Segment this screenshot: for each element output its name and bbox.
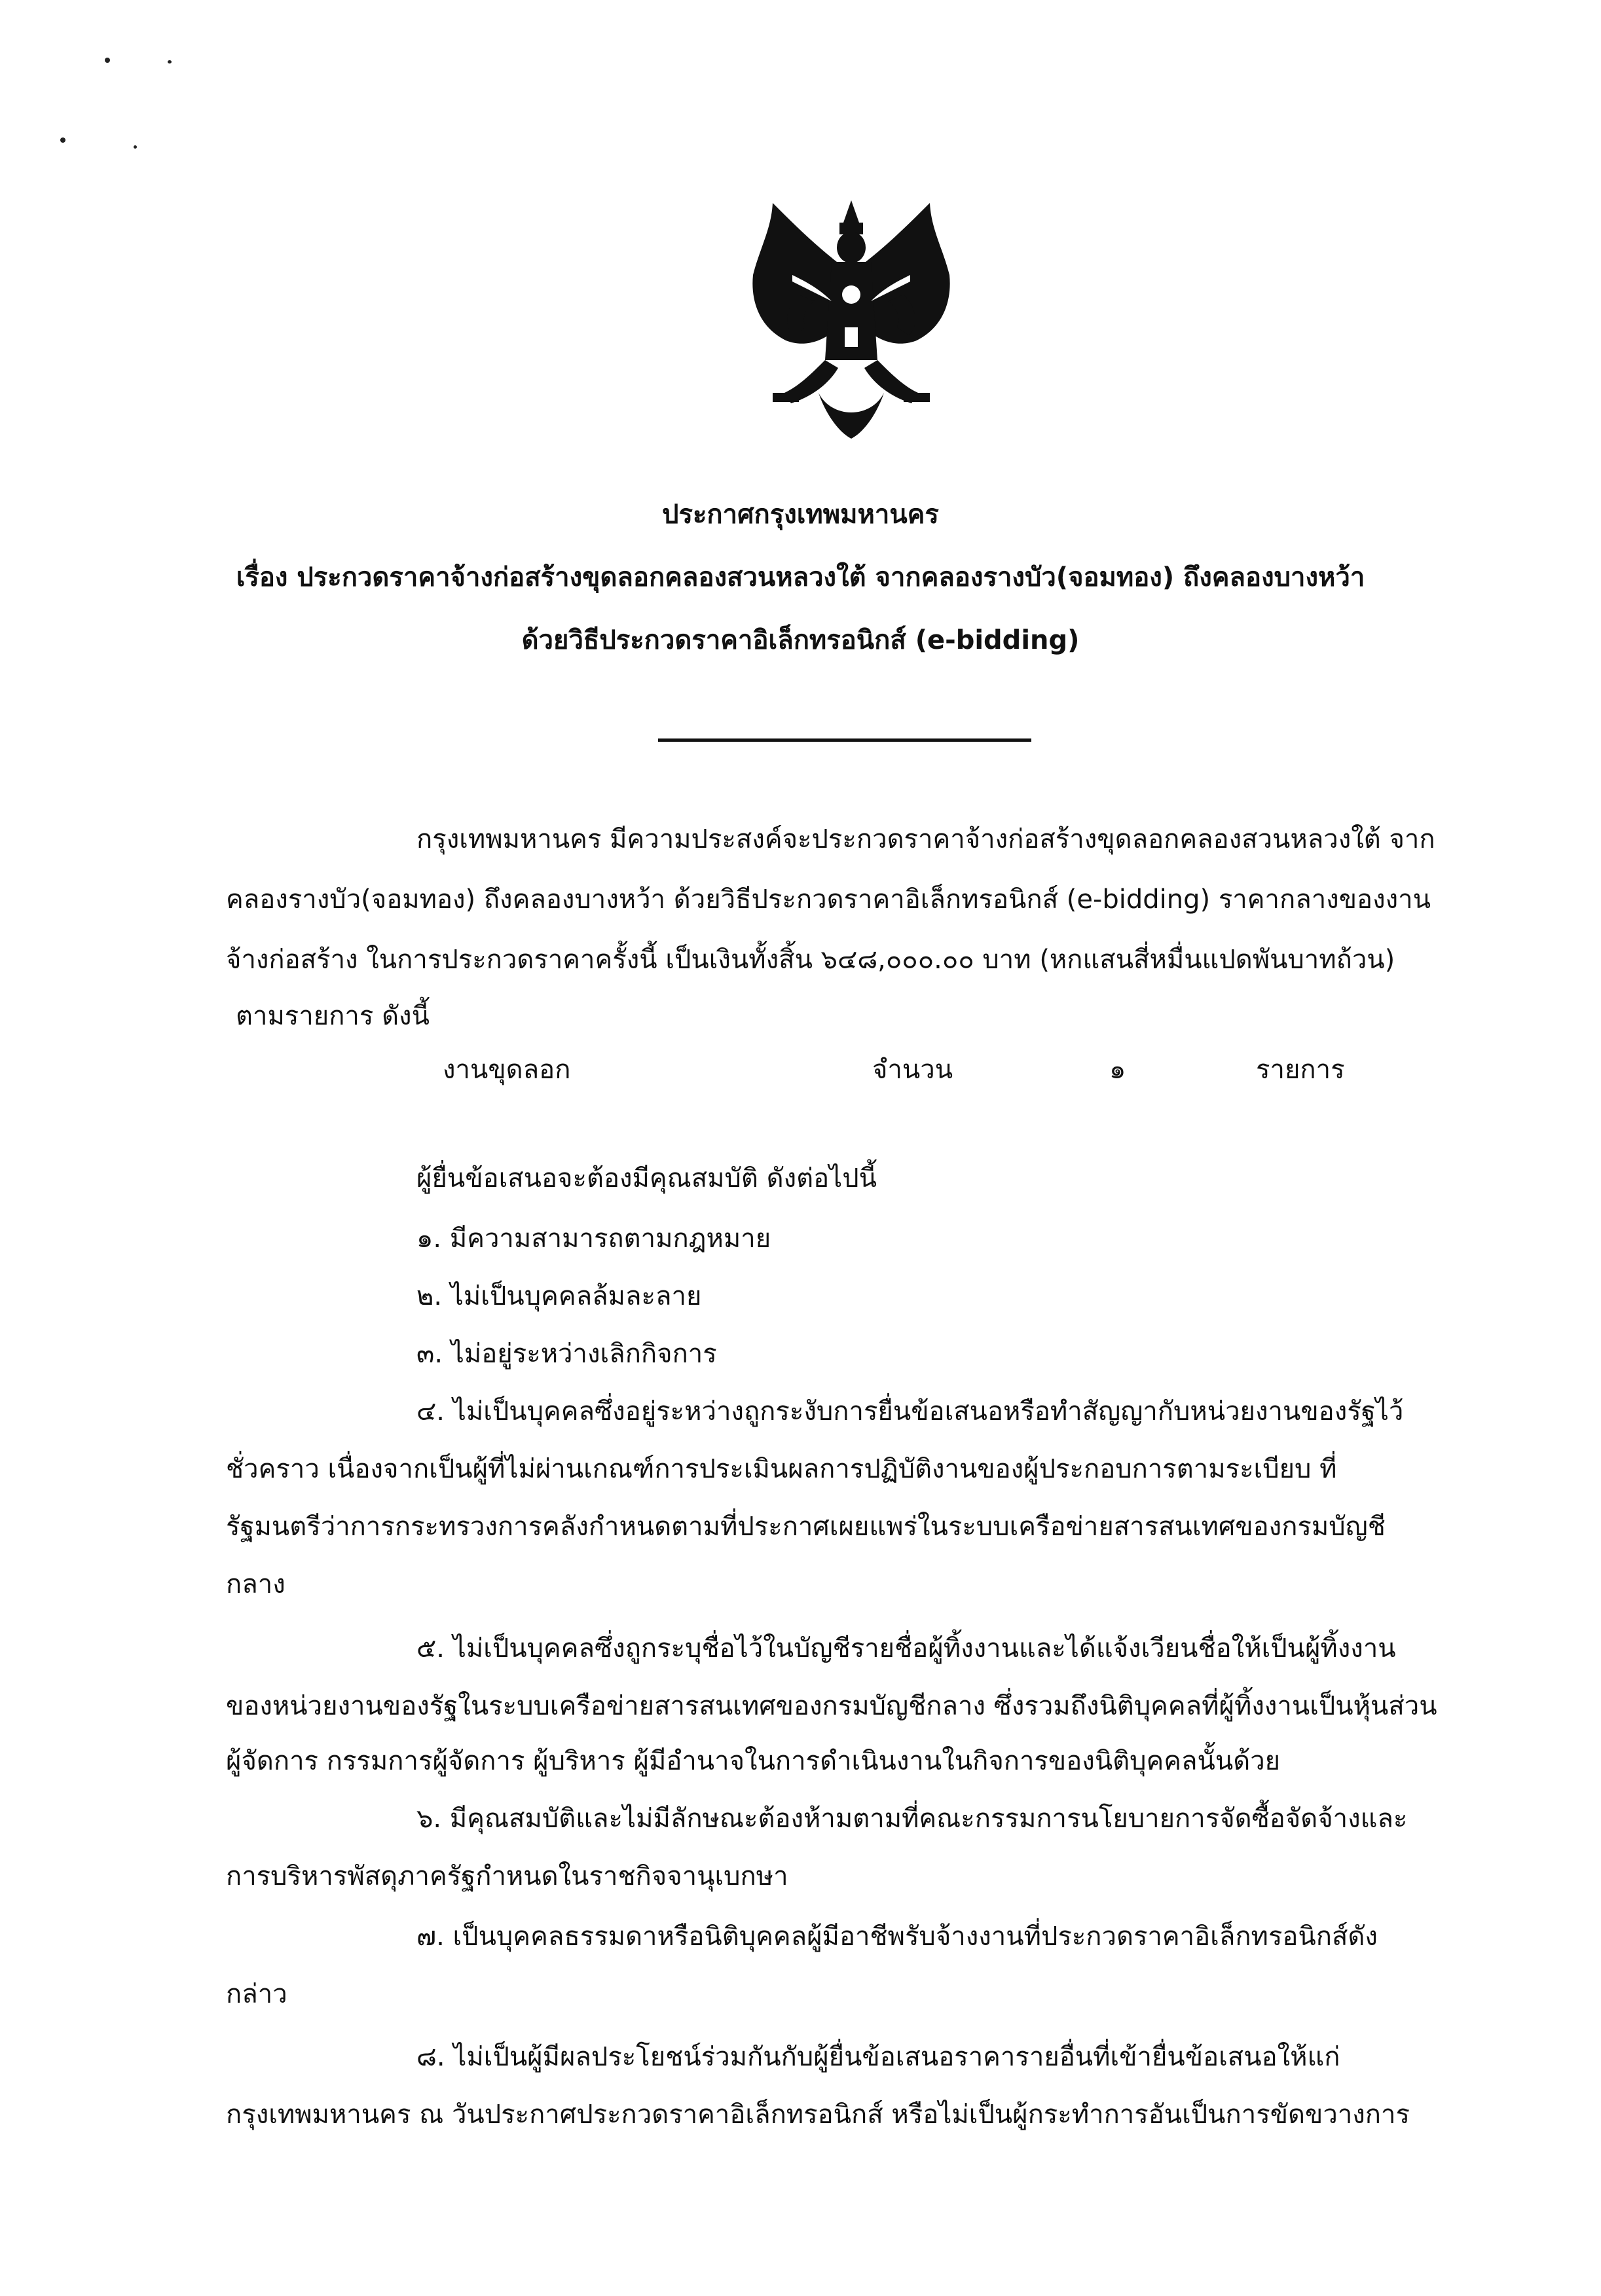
item-name: งานขุดลอก xyxy=(443,1055,571,1085)
qualifications-intro: ผู้ยื่นข้อเสนอจะต้องมีคุณสมบัติ ดังต่อไปนี้ xyxy=(416,1163,877,1194)
qualification-item: ๖. มีคุณสมบัติและไม่มีลักษณะต้องห้ามตามที่คณะกรรมการนโยบายการจัดซื้อจัดจ้างและ xyxy=(416,1804,1408,1834)
qualification-item: รัฐมนตรีว่าการกระทรวงการคลังกำหนดตามที่ประกาศเผยแพร่ในระบบเครือข่ายสารสนเทศของกรมบัญชี xyxy=(226,1512,1386,1542)
item-qty: ๑ xyxy=(1109,1055,1126,1085)
intro-line: ตามรายการ ดังนี้ xyxy=(236,1001,430,1031)
qualification-item: ๑. มีความสามารถตามกฎหมาย xyxy=(416,1224,771,1254)
qualification-item: ๗. เป็นบุคคลธรรมดาหรือนิติบุคคลผู้มีอาชีพรับจ้างงานที่ประกวดราคาอิเล็กทรอนิกส์ดัง xyxy=(416,1922,1378,1952)
intro-line: คลองรางบัว(จอมทอง) ถึงคลองบางหว้า ด้วยวิธีประกวดราคาอิเล็กทรอนิกส์ (e-bidding) ราคากลางของงาน xyxy=(226,884,1431,915)
scan-speck xyxy=(168,60,172,64)
intro-line: กรุงเทพมหานคร มีความประสงค์จะประกวดราคาจ้างก่อสร้างขุดลอกคลองสวนหลวงใต้ จาก xyxy=(416,824,1435,854)
announcement-heading: ประกาศกรุงเทพมหานคร xyxy=(662,500,939,530)
qualification-item: ๘. ไม่เป็นผู้มีผลประโยชน์ร่วมกันกับผู้ยื่นข้อเสนอราคารายอื่นที่เข้ายื่นข้อเสนอให้แก่ xyxy=(416,2042,1340,2072)
announcement-subject: เรื่อง ประกวดราคาจ้างก่อสร้างขุดลอกคลองสวนหลวงใต้ จากคลองรางบัว(จอมทอง) ถึงคลองบางหว้า xyxy=(236,562,1365,592)
garuda-emblem xyxy=(733,196,969,445)
qualification-item: ๓. ไม่อยู่ระหว่างเลิกกิจการ xyxy=(416,1339,717,1369)
qualification-item: ๕. ไม่เป็นบุคคลซึ่งถูกระบุชื่อไว้ในบัญชีรายชื่อผู้ทิ้งงานและได้แจ้งเวียนชื่อให้เป็นผู้ทิ้งงาน xyxy=(416,1633,1396,1664)
scan-speck xyxy=(134,145,137,149)
qualification-item: ๒. ไม่เป็นบุคคลล้มละลาย xyxy=(416,1281,702,1311)
scan-speck xyxy=(60,137,65,143)
qualification-item: ชั่วคราว เนื่องจากเป็นผู้ที่ไม่ผ่านเกณฑ์การประเมินผลการปฏิบัติงานของผู้ประกอบการตามระเบียบ ที่ xyxy=(226,1454,1337,1484)
qualification-item: ๔. ไม่เป็นบุคคลซึ่งอยู่ระหว่างถูกระงับการยื่นข้อเสนอหรือทำสัญญากับหน่วยงานของรัฐไว้ xyxy=(416,1396,1404,1427)
qualification-item: ของหน่วยงานของรัฐในระบบเครือข่ายสารสนเทศของกรมบัญชีกลาง ซึ่งรวมถึงนิติบุคคลที่ผู้ทิ้งงานเป็นหุ้นส่วน xyxy=(226,1691,1437,1721)
item-qty-label: จำนวน xyxy=(872,1055,953,1085)
qualification-item: กล่าว xyxy=(226,1979,287,2009)
qualification-item: การบริหารพัสดุภาครัฐกำหนดในราชกิจจานุเบกษา xyxy=(226,1861,788,1891)
qualification-item: ผู้จัดการ กรรมการผู้จัดการ ผู้บริหาร ผู้มีอำนาจในการดำเนินงานในกิจการของนิติบุคคลนั้นด้วย xyxy=(226,1746,1281,1776)
scan-speck xyxy=(105,58,110,63)
announcement-method: ด้วยวิธีประกวดราคาอิเล็กทรอนิกส์ (e-bidding) xyxy=(521,625,1080,655)
item-unit: รายการ xyxy=(1256,1055,1345,1085)
intro-line: จ้างก่อสร้าง ในการประกวดราคาครั้งนี้ เป็นเงินทั้งสิ้น ๖๔๘,๐๐๐.๐๐ บาท (หกแสนสี่หมื่นแปดพันบาทถ้วน) xyxy=(226,945,1395,975)
qualification-item: กรุงเทพมหานคร ณ วันประกาศประกวดราคาอิเล็กทรอนิกส์ หรือไม่เป็นผู้กระทำการอันเป็นการขัดขวางการ xyxy=(226,2100,1410,2130)
title-divider xyxy=(658,738,1031,742)
qualification-item: กลาง xyxy=(226,1569,285,1599)
